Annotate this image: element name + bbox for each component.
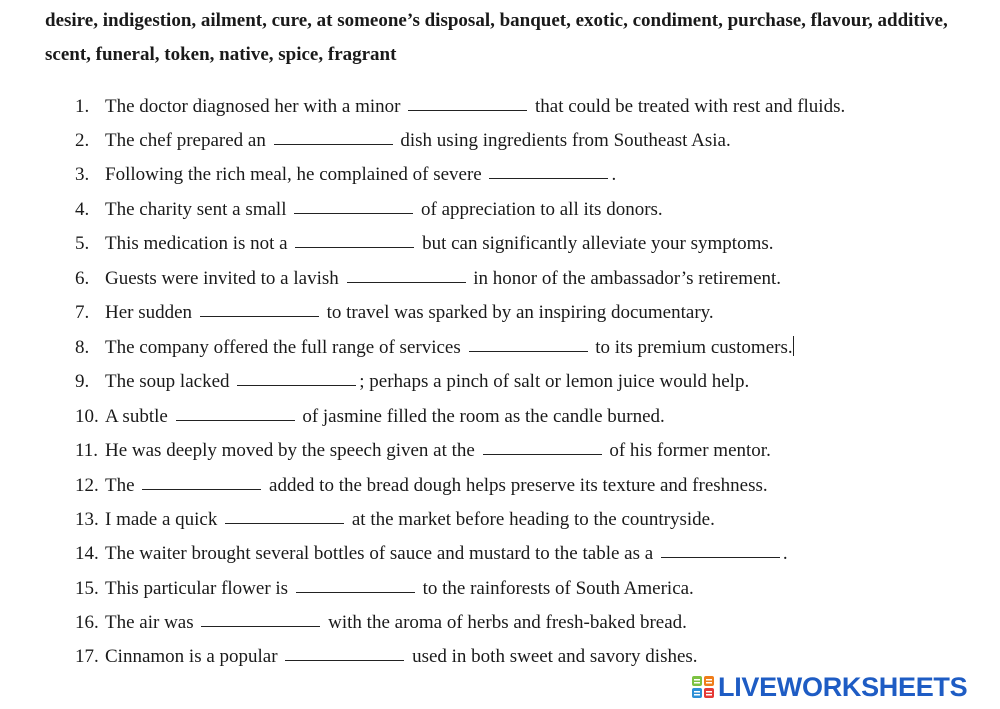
sentence-start: Cinnamon is a popular xyxy=(105,646,278,667)
answer-blank[interactable] xyxy=(142,471,261,490)
sentence-end: with the aroma of herbs and fresh-baked bread. xyxy=(328,612,687,633)
answer-input[interactable] xyxy=(489,166,608,184)
liveworksheets-logo-icon xyxy=(692,676,714,698)
answer-input[interactable] xyxy=(347,270,466,288)
sentence-end: of jasmine filled the room as the candle burned. xyxy=(302,406,665,427)
sentence-end: but can significantly alleviate your symptoms. xyxy=(422,233,774,254)
sentence-start: This medication is not a xyxy=(105,233,288,254)
item-number: 9. xyxy=(75,371,90,392)
sentence-start: The soup lacked xyxy=(105,371,230,392)
sentence-end: of his former mentor. xyxy=(609,440,771,461)
answer-input[interactable] xyxy=(200,304,319,322)
exercise-item xyxy=(75,195,663,225)
sentence-end: to the rainforests of South America. xyxy=(422,578,694,599)
sentence-start: He was deeply moved by the speech given at the xyxy=(105,440,475,461)
sentence-end: at the market before heading to the countryside. xyxy=(351,509,715,530)
answer-blank[interactable] xyxy=(295,229,414,248)
exercise-item xyxy=(75,126,731,156)
answer-blank[interactable] xyxy=(237,367,356,386)
word-bank: desire, indigestion, ailment, cure, at someone’s disposal, banquet, exotic, condiment, purchase, flavour, additive, scent, funeral, token, native, spice, fragrant xyxy=(45,10,948,65)
answer-input[interactable] xyxy=(176,408,295,426)
exercise-item xyxy=(75,298,714,328)
exercise-item xyxy=(75,436,771,466)
item-number: 1. xyxy=(75,96,90,117)
item-number: 8. xyxy=(75,337,90,358)
answer-input[interactable] xyxy=(285,648,404,666)
answer-blank[interactable] xyxy=(469,333,588,352)
answer-blank[interactable] xyxy=(661,539,780,558)
item-number: 17. xyxy=(75,646,99,667)
sentence-end: to its premium customers. xyxy=(595,337,793,358)
exercise-item xyxy=(75,608,687,638)
sentence-start: Guests were invited to a lavish xyxy=(105,268,339,289)
answer-input[interactable] xyxy=(661,545,780,563)
exercise-item xyxy=(75,642,698,672)
exercise-item xyxy=(75,367,749,397)
item-number: 2. xyxy=(75,130,90,151)
item-number: 7. xyxy=(75,302,90,323)
answer-input[interactable] xyxy=(294,201,413,219)
item-number: 16. xyxy=(75,612,99,633)
answer-input[interactable] xyxy=(201,614,320,632)
answer-blank[interactable] xyxy=(201,608,320,627)
answer-blank[interactable] xyxy=(225,505,344,524)
sentence-start: Following the rich meal, he complained of severe xyxy=(105,164,482,185)
sentence-start: The waiter brought several bottles of sauce and mustard to the table as a xyxy=(105,543,654,564)
answer-input[interactable] xyxy=(408,98,527,116)
answer-blank[interactable] xyxy=(347,264,466,283)
answer-input[interactable] xyxy=(274,132,393,150)
answer-input[interactable] xyxy=(295,235,414,253)
item-number: 15. xyxy=(75,578,99,599)
sentence-start: I made a quick xyxy=(105,509,218,530)
sentence-start: The doctor diagnosed her with a minor xyxy=(105,96,401,117)
sentence-end: to travel was sparked by an inspiring documentary. xyxy=(326,302,714,323)
sentence-start: The air was xyxy=(105,612,194,633)
answer-blank[interactable] xyxy=(200,298,319,317)
liveworksheets-logo[interactable] xyxy=(692,672,992,702)
exercise-item xyxy=(75,505,715,535)
item-number: 6. xyxy=(75,268,90,289)
sentence-end: used in both sweet and savory dishes. xyxy=(412,646,698,667)
sentence-start: This particular flower is xyxy=(105,578,289,599)
answer-blank[interactable] xyxy=(489,160,608,179)
sentence-start: The charity sent a small xyxy=(105,199,287,220)
answer-blank[interactable] xyxy=(296,574,415,593)
exercise-item xyxy=(75,574,694,604)
item-number: 5. xyxy=(75,233,90,254)
exercise-item xyxy=(75,471,768,501)
sentence-end: in honor of the ambassador’s retirement. xyxy=(473,268,782,289)
answer-blank[interactable] xyxy=(176,402,295,421)
sentence-end: . xyxy=(782,543,788,564)
text-cursor xyxy=(793,336,794,356)
sentence-end: that could be treated with rest and fluids. xyxy=(534,96,846,117)
sentence-end: dish using ingredients from Southeast Asia. xyxy=(400,130,731,151)
exercise-item xyxy=(75,160,616,190)
sentence-end: of appreciation to all its donors. xyxy=(421,199,663,220)
answer-blank[interactable] xyxy=(274,126,393,145)
exercise-item xyxy=(75,402,665,432)
answer-input[interactable] xyxy=(483,442,602,460)
answer-blank[interactable] xyxy=(483,436,602,455)
exercise-item xyxy=(75,539,788,569)
answer-blank[interactable] xyxy=(408,92,527,111)
exercise-item xyxy=(75,92,845,122)
item-number: 3. xyxy=(75,164,90,185)
sentence-end: . xyxy=(611,164,617,185)
sentence-start: The xyxy=(105,475,135,496)
exercise-item xyxy=(75,264,781,294)
answer-blank[interactable] xyxy=(285,642,404,661)
liveworksheets-logo-text: LIVEWORKSHEETS xyxy=(718,671,968,702)
exercise-item xyxy=(75,229,774,259)
item-number: 13. xyxy=(75,509,99,530)
sentence-start: Her sudden xyxy=(105,302,193,323)
sentence-start: A subtle xyxy=(105,406,168,427)
answer-input[interactable] xyxy=(237,373,356,391)
sentence-start: The chef prepared an xyxy=(105,130,266,151)
item-number: 12. xyxy=(75,475,99,496)
item-number: 4. xyxy=(75,199,90,220)
answer-input[interactable] xyxy=(469,339,588,357)
sentence-start: The company offered the full range of services xyxy=(105,337,461,358)
answer-input[interactable] xyxy=(296,580,415,598)
item-number: 10. xyxy=(75,406,99,427)
sentence-end: added to the bread dough helps preserve its texture and freshness. xyxy=(269,475,768,496)
exercise-item xyxy=(75,333,794,363)
item-number: 11. xyxy=(75,440,99,461)
item-number: 14. xyxy=(75,543,99,564)
answer-input[interactable] xyxy=(225,511,344,529)
answer-input[interactable] xyxy=(142,477,261,495)
sentence-end: ; perhaps a pinch of salt or lemon juice would help. xyxy=(359,371,750,392)
answer-blank[interactable] xyxy=(294,195,413,214)
